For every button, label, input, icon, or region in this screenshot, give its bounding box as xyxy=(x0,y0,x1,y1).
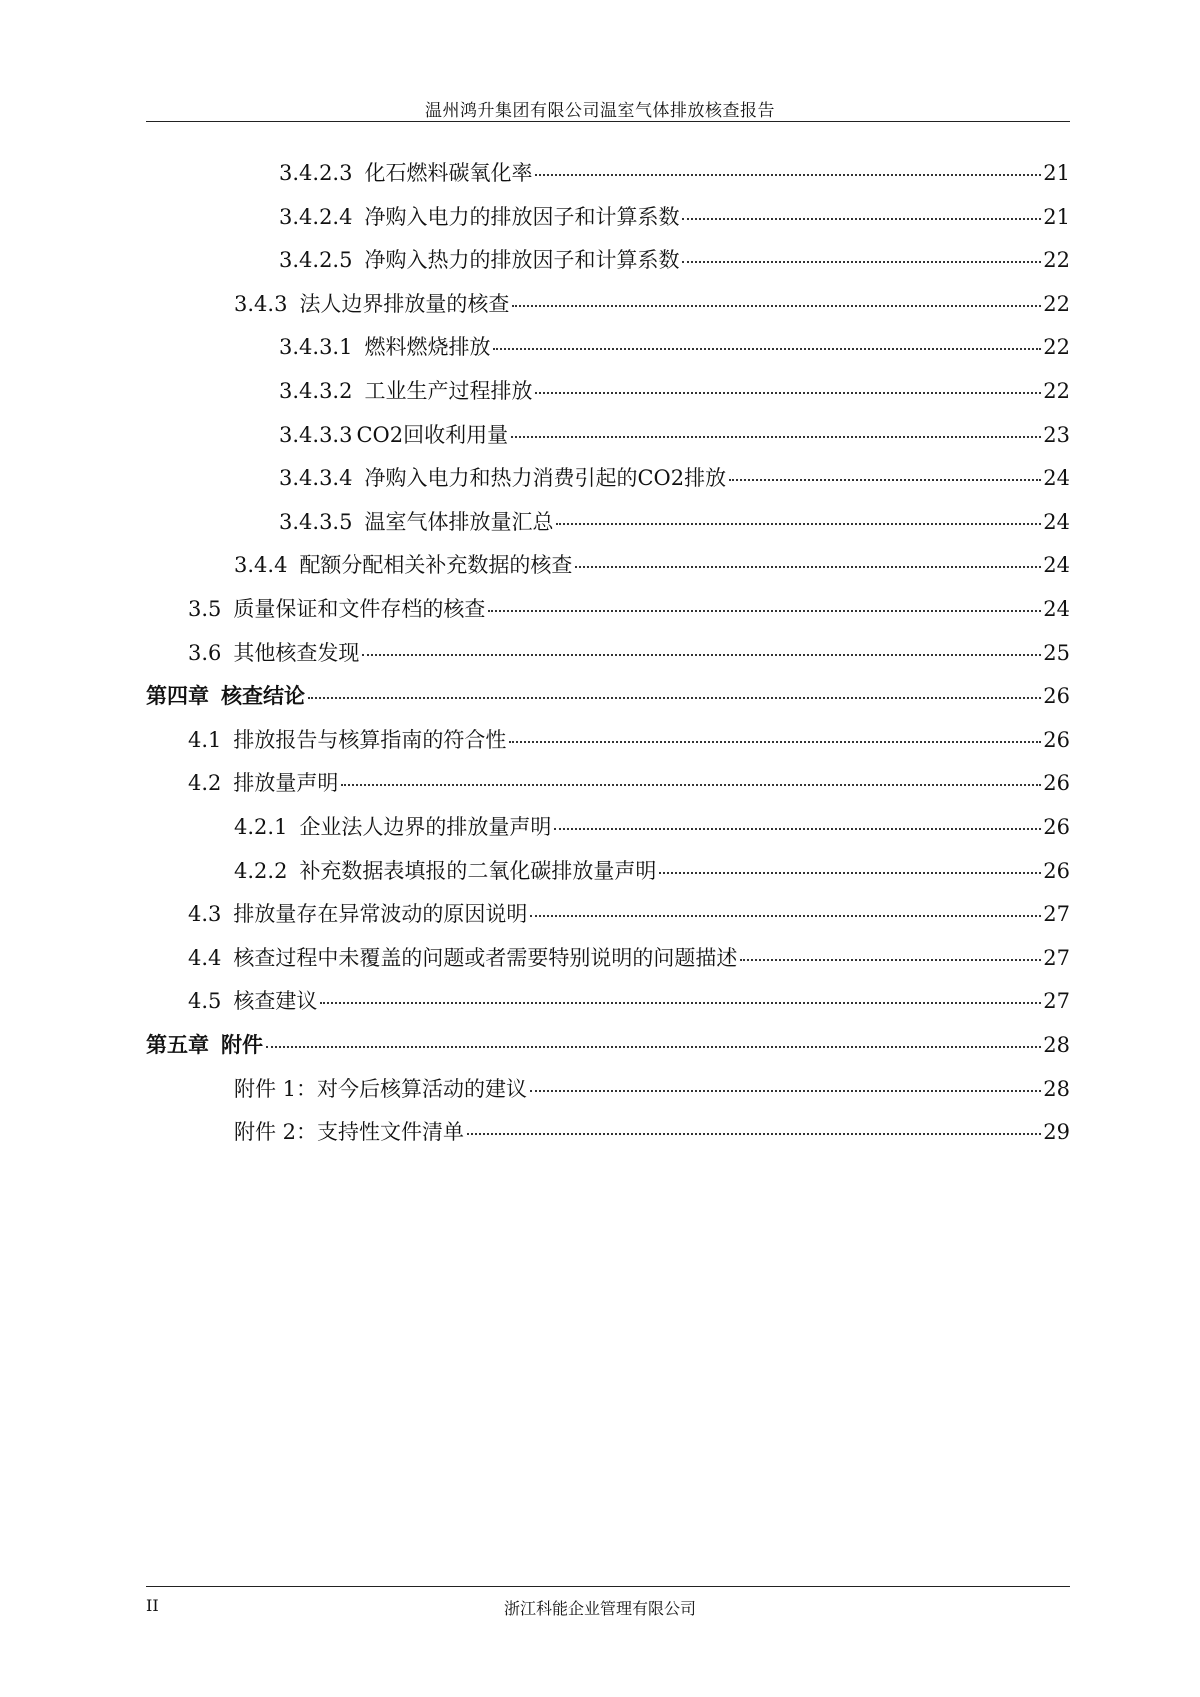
toc-entry-page: 24 xyxy=(1043,597,1070,621)
toc-entry[interactable] xyxy=(188,898,1070,930)
toc-entry-title: 化石燃料碳氧化率 xyxy=(364,161,533,185)
toc-entry-title: CO2回收利用量 xyxy=(356,422,509,447)
toc-dot-leader xyxy=(308,697,1041,699)
toc-entry-title: 燃料燃烧排放 xyxy=(364,335,491,360)
toc-entry-number: 3.4.2.5 xyxy=(279,248,353,273)
toc-entry-number: 3.4.2.4 xyxy=(279,204,353,229)
toc-entry[interactable] xyxy=(188,942,1070,974)
toc-entry-page: 21 xyxy=(1043,161,1070,185)
toc-entry[interactable] xyxy=(234,1073,1070,1105)
toc-entry-number: 3.4.3 xyxy=(234,291,288,316)
toc-entry-page: 24 xyxy=(1043,466,1070,491)
toc-entry[interactable] xyxy=(188,985,1070,1017)
toc-entry-title: 工业生产过程排放 xyxy=(364,379,533,403)
toc-entry-title: 核查结论 xyxy=(221,683,305,709)
toc-entry-page: 26 xyxy=(1043,684,1070,709)
toc-entry-page: 28 xyxy=(1043,1076,1070,1101)
toc-entry-page: 22 xyxy=(1043,335,1070,360)
toc-dot-leader xyxy=(575,566,1041,568)
toc-entry-page: 27 xyxy=(1043,989,1070,1014)
toc-entry-title: 质量保证和文件存档的核查 xyxy=(233,597,486,621)
toc-dot-leader xyxy=(554,828,1041,830)
toc-entry-number: 3.5 xyxy=(188,597,222,621)
toc-entry-title: 净购入电力和热力消费引起的CO2排放 xyxy=(364,466,727,491)
toc-dot-leader xyxy=(509,741,1041,743)
toc-entry-page: 27 xyxy=(1043,902,1070,927)
toc-entry[interactable] xyxy=(279,201,1070,233)
toc-entry-page: 24 xyxy=(1043,553,1070,578)
toc-entry[interactable] xyxy=(234,855,1070,887)
toc-entry[interactable] xyxy=(234,811,1070,843)
toc-dot-leader xyxy=(682,261,1041,263)
toc-entry-title: 配额分配相关补充数据的核查 xyxy=(299,553,573,578)
toc-entry-page: 28 xyxy=(1043,1033,1070,1057)
toc-entry-title: 净购入电力的排放因子和计算系数 xyxy=(364,204,680,229)
toc-entry-number: 3.4.3.2 xyxy=(279,379,353,403)
toc-dot-leader xyxy=(266,1046,1041,1048)
toc-entry-title: 附件 1：对今后核算活动的建议 xyxy=(234,1076,528,1101)
toc-dot-leader xyxy=(341,784,1041,786)
toc-entry-title: 净购入热力的排放因子和计算系数 xyxy=(364,248,680,273)
toc-entry-number: 3.4.3.3 xyxy=(279,422,353,447)
toc-entry[interactable] xyxy=(279,506,1070,538)
toc-entry[interactable] xyxy=(188,593,1070,625)
toc-entry-title: 补充数据表填报的二氧化碳排放量声明 xyxy=(299,858,657,883)
toc-entry[interactable] xyxy=(279,419,1070,451)
toc-entry-number: 3.6 xyxy=(188,640,222,665)
toc-dot-leader xyxy=(659,872,1041,874)
toc-entry-page: 22 xyxy=(1043,379,1070,403)
toc-entry-title: 核查过程中未覆盖的问题或者需要特别说明的问题描述 xyxy=(233,945,738,970)
toc-entry-title: 排放量存在异常波动的原因说明 xyxy=(233,902,528,927)
toc-dot-leader xyxy=(535,392,1041,394)
toc-dot-leader xyxy=(512,305,1041,307)
toc-entry[interactable] xyxy=(279,157,1070,189)
toc-entry-number: 第四章 xyxy=(146,683,209,709)
toc-entry[interactable] xyxy=(279,462,1070,494)
toc-entry-title: 核查建议 xyxy=(233,989,318,1014)
toc-entry-number: 3.4.2.3 xyxy=(279,161,353,185)
toc-entry-page: 26 xyxy=(1043,858,1070,883)
footer-company: 浙江科能企业管理有限公司 xyxy=(503,1599,696,1618)
toc-entry[interactable] xyxy=(279,375,1070,407)
toc-entry-number: 4.1 xyxy=(188,727,222,752)
toc-dot-leader xyxy=(362,654,1041,656)
toc-dot-leader xyxy=(511,436,1041,438)
toc-dot-leader xyxy=(740,959,1041,961)
footer-page-number: II xyxy=(146,1596,159,1615)
toc-entry-number: 4.3 xyxy=(188,902,222,927)
toc-entry-title: 企业法人边界的排放量声明 xyxy=(299,815,552,839)
toc-entry[interactable] xyxy=(146,1029,1070,1061)
toc-entry-page: 23 xyxy=(1043,422,1070,447)
toc-entry-page: 29 xyxy=(1043,1120,1070,1145)
toc-entry[interactable] xyxy=(188,767,1070,799)
toc-entry-number: 4.5 xyxy=(188,989,222,1014)
toc-entry-number: 4.2 xyxy=(188,771,222,796)
toc-entry[interactable] xyxy=(279,244,1070,276)
toc-entry-page: 27 xyxy=(1043,945,1070,970)
toc-dot-leader xyxy=(530,1090,1041,1092)
toc-entry-title: 排放报告与核算指南的符合性 xyxy=(233,727,507,752)
toc-entry-number: 4.2.2 xyxy=(234,858,288,883)
toc-entry-page: 22 xyxy=(1043,248,1070,273)
toc-dot-leader xyxy=(535,174,1041,176)
toc-entry-page: 22 xyxy=(1043,291,1070,316)
toc-entry-title: 温室气体排放量汇总 xyxy=(364,509,554,534)
toc-entry-title: 附件 xyxy=(221,1032,263,1057)
toc-entry-title: 其他核查发现 xyxy=(233,640,360,665)
toc-dot-leader xyxy=(530,915,1041,917)
toc-entry-number: 3.4.3.1 xyxy=(279,335,353,360)
toc-entry-page: 21 xyxy=(1043,204,1070,229)
toc-entry[interactable] xyxy=(234,288,1070,320)
toc-entry[interactable] xyxy=(188,637,1070,669)
toc-entry-number: 第五章 xyxy=(146,1032,209,1057)
header-rule xyxy=(146,121,1070,122)
toc-entry-page: 26 xyxy=(1043,771,1070,796)
toc-entry-number: 3.4.4 xyxy=(234,553,288,578)
toc-dot-leader xyxy=(682,218,1041,220)
toc-entry[interactable] xyxy=(146,680,1070,712)
toc-entry-number: 3.4.3.5 xyxy=(279,509,353,534)
toc-entry-title: 法人边界排放量的核查 xyxy=(299,291,510,316)
toc-dot-leader xyxy=(320,1002,1041,1004)
toc-dot-leader xyxy=(729,479,1041,481)
toc-entry-page: 24 xyxy=(1043,509,1070,534)
toc-entry[interactable] xyxy=(234,549,1070,581)
toc-entry-number: 4.4 xyxy=(188,945,222,970)
toc-entry-page: 26 xyxy=(1043,815,1070,839)
toc-dot-leader xyxy=(493,348,1041,350)
toc-entry[interactable] xyxy=(188,724,1070,756)
footer-rule xyxy=(146,1586,1070,1587)
toc-entry-page: 25 xyxy=(1043,640,1070,665)
toc-entry-number: 3.4.3.4 xyxy=(279,466,353,491)
toc-entry-page: 26 xyxy=(1043,727,1070,752)
running-header-title: 温州鸿升集团有限公司温室气体排放核查报告 xyxy=(425,101,775,121)
toc-entry-title: 附件 2：支持性文件清单 xyxy=(234,1120,465,1145)
toc-entry[interactable] xyxy=(234,1116,1070,1148)
toc-entry-number: 4.2.1 xyxy=(234,815,288,839)
toc-dot-leader xyxy=(488,610,1041,612)
toc-dot-leader xyxy=(556,523,1041,525)
toc-dot-leader xyxy=(467,1133,1041,1135)
toc-entry[interactable] xyxy=(279,331,1070,363)
toc-entry-title: 排放量声明 xyxy=(233,771,339,796)
